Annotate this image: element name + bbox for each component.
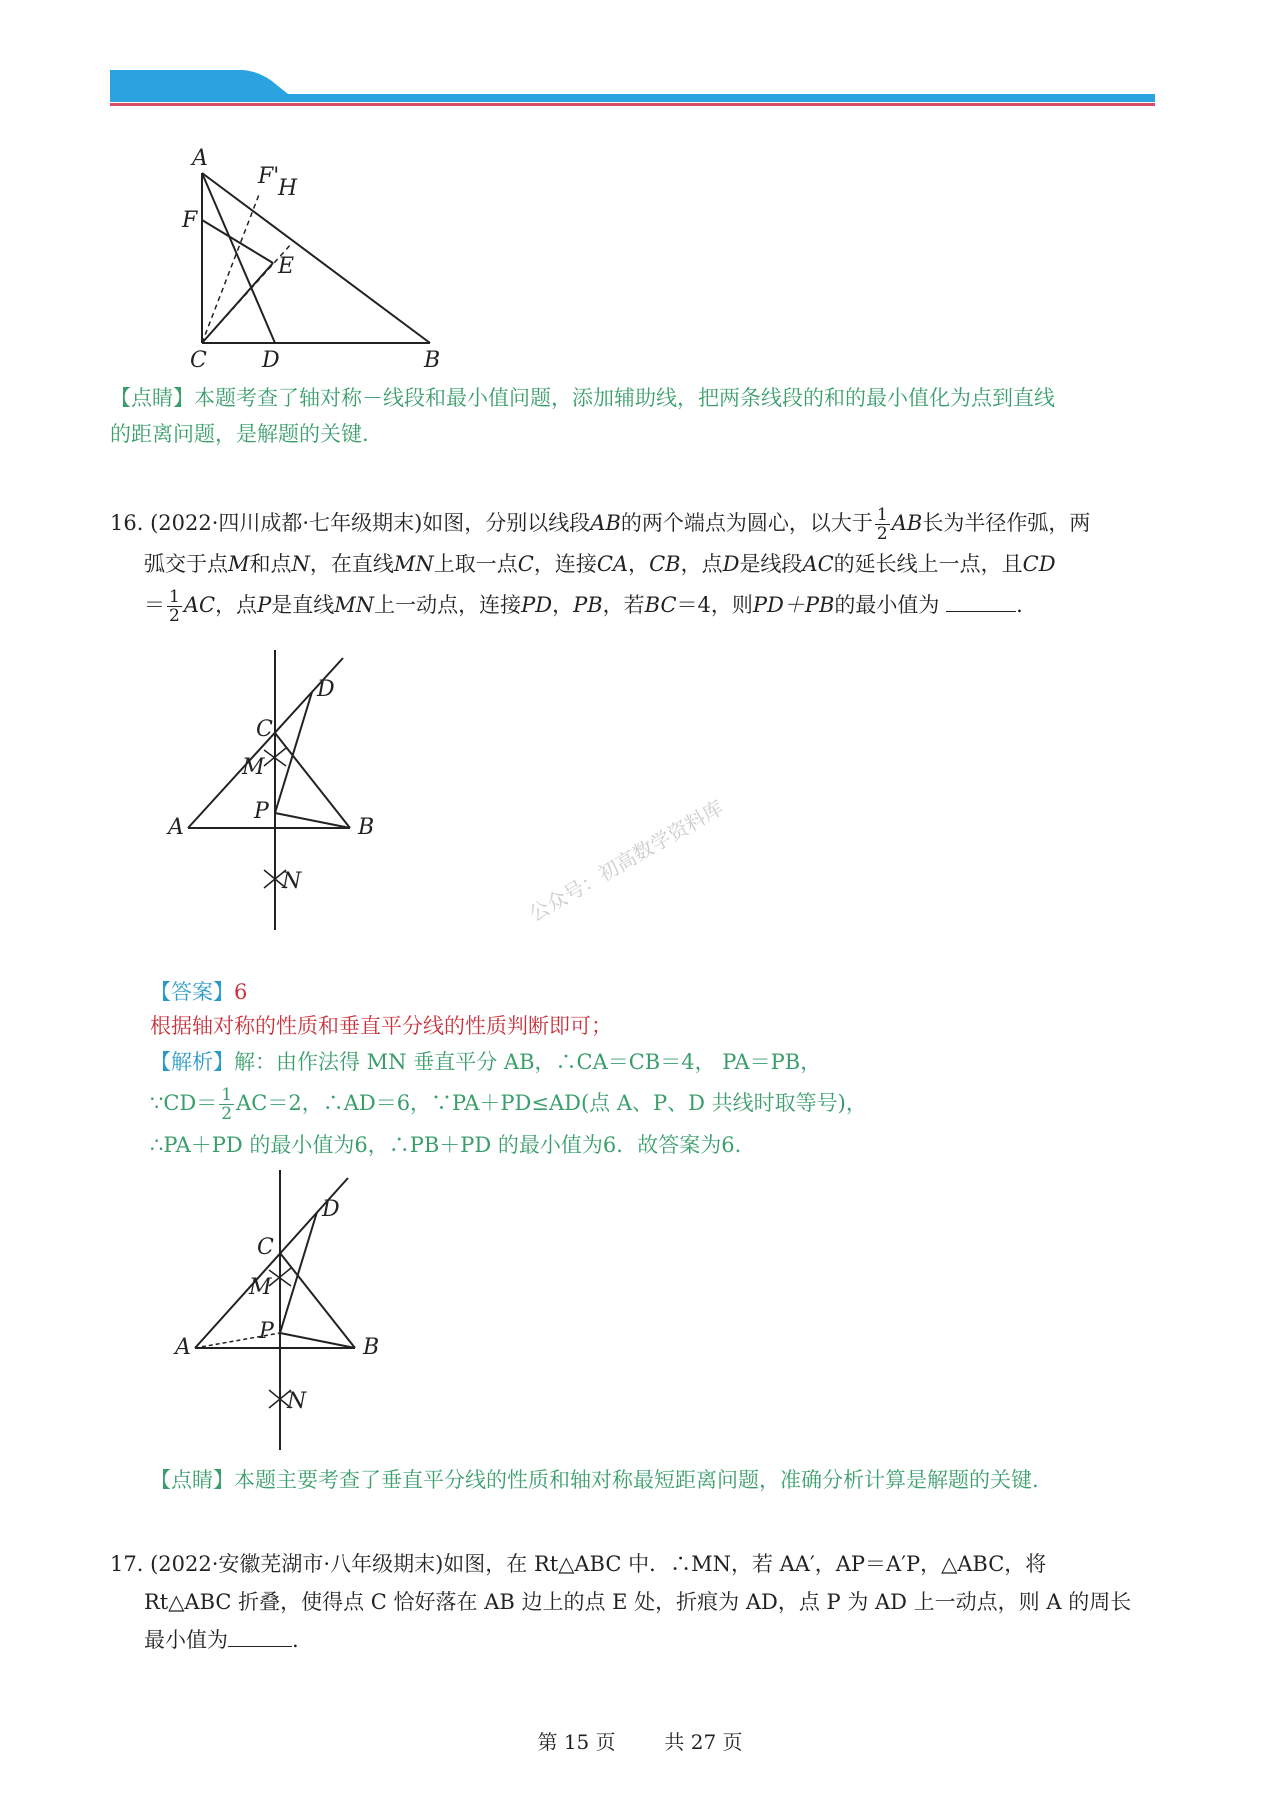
frac-num: 1: [221, 1085, 233, 1105]
dianjing-tag: 【点睛】: [110, 386, 194, 410]
label-H: H: [278, 176, 298, 201]
q16-var: CD: [1022, 552, 1056, 576]
label-B: B: [363, 1335, 380, 1360]
page-total: 共 27 页: [664, 1730, 743, 1754]
label-C: C: [257, 1235, 274, 1260]
frac-den: 2: [169, 606, 180, 626]
q16-var: AC: [183, 593, 216, 617]
q16-text: ，若: [602, 593, 645, 617]
label-B: B: [358, 815, 375, 840]
q16-var: PD: [521, 593, 553, 617]
question-17: [110, 1545, 1131, 1659]
dianjing-2: [150, 1462, 1039, 1498]
q16-var: D: [722, 552, 740, 576]
figure-q16: [160, 648, 390, 938]
frac-num: 1: [169, 587, 180, 607]
q16-var: P: [257, 593, 272, 617]
q16-var: CB: [649, 552, 681, 576]
q16-var: N: [291, 552, 310, 576]
q16-var: C: [517, 552, 534, 576]
q16-source: (2022·四川成都·七年级期末): [150, 511, 423, 535]
q16-text: 是直线: [271, 593, 335, 617]
q16-text: 的两个端点为圆心，以大于: [620, 511, 873, 535]
jiexi-line-1: 解：由作法得 MN 垂直平分 AB，∴CA＝CB＝4， PA＝PB，: [234, 1050, 822, 1074]
q16-text: ，在直线: [309, 552, 394, 576]
q17-line-1: 如图，在 Rt△ABC 中．∴MN，若 AA′，AP＝A′P，△ABC，将: [443, 1552, 1047, 1576]
label-B: B: [424, 348, 441, 373]
q17-line-3: 最小值为: [144, 1628, 228, 1652]
q16-text: ，连接: [533, 552, 597, 576]
q16-text: 长为半径作弧，两: [922, 511, 1091, 535]
answer-blank: [228, 1626, 292, 1647]
jiexi-tag: 【解析】: [150, 1050, 234, 1074]
q17-source: (2022·安徽芜湖市·八年级期末): [150, 1552, 444, 1576]
q16-text: 的最小值为: [834, 593, 940, 617]
label-A: A: [192, 146, 208, 171]
fraction-half: [875, 506, 890, 543]
q16-text: ，: [552, 593, 574, 617]
q16-text: .: [1016, 593, 1023, 617]
q16-var: PD＋PB: [752, 593, 835, 617]
q16-text: 是线段: [739, 552, 803, 576]
q16-var: MN: [334, 593, 375, 617]
label-C: C: [190, 348, 207, 373]
q16-var: BC: [644, 593, 677, 617]
label-D: D: [262, 348, 280, 373]
answer-hint: 根据轴对称的性质和垂直平分线的性质判断即可；: [150, 1014, 612, 1038]
fraction-half: [219, 1086, 234, 1123]
jiexi-line-3: ∴PA＋PD 的最小值为6，∴PB＋PD 的最小值为6．故答案为6.: [150, 1133, 742, 1157]
question-16: [110, 502, 1170, 626]
jiexi-line-2a: ∵CD＝: [150, 1091, 218, 1115]
q16-number: 16.: [110, 511, 144, 535]
q16-text: 弧交于点: [144, 552, 228, 576]
label-D: D: [317, 677, 335, 702]
q16-var: AC: [802, 552, 834, 576]
frac-den: 2: [876, 524, 888, 544]
footer: [0, 1726, 1280, 1755]
q16-var: PB: [573, 593, 603, 617]
q16-text: 的延长线上一点，且: [833, 552, 1023, 576]
q16-var: AB: [891, 511, 923, 535]
dianjing-line-1: 本题考查了轴对称－线段和最小值问题，添加辅助线，把两条线段的和的最小值化为点到直线: [194, 386, 1055, 410]
q16-text: ，点: [680, 552, 723, 576]
frac-den: 2: [221, 1104, 233, 1124]
header-band: [110, 68, 1160, 108]
dianjing-1: [110, 380, 1055, 452]
q16-text: ，: [628, 552, 650, 576]
fraction-half: [167, 588, 182, 625]
q16-var: MN: [393, 552, 434, 576]
figure-q16-solution: [165, 1168, 395, 1458]
dianjing-tag: 【点睛】: [150, 1468, 234, 1492]
label-P: P: [259, 1319, 274, 1344]
label-C: C: [256, 717, 273, 742]
q16-text: ，点: [215, 593, 258, 617]
answer-section: [150, 975, 867, 1165]
label-A: A: [168, 815, 184, 840]
label-E: E: [278, 254, 295, 279]
header-decoration: [110, 68, 1160, 108]
label-F-prime: F': [258, 164, 280, 189]
jiexi-line-2b: AC＝2，∴AD＝6，∵PA＋PD≤AD(点 A、P、D 共线时取等号)，: [236, 1091, 867, 1115]
label-P: P: [254, 799, 269, 824]
dianjing-line-2: 的距离问题，是解题的关键.: [110, 422, 369, 446]
label-D: D: [322, 1197, 340, 1222]
figure-q15: [180, 145, 470, 375]
frac-num: 1: [876, 505, 888, 525]
q16-text: ＝: [144, 593, 165, 617]
q16-text: 如图，分别以线段: [422, 511, 591, 535]
q16-var: M: [228, 552, 250, 576]
label-M: M: [249, 1275, 272, 1300]
q17-number: 17.: [110, 1552, 144, 1576]
q16-text: 和点: [249, 552, 292, 576]
answer-value: 6: [234, 980, 248, 1004]
page-number: 第 15 页: [537, 1730, 616, 1754]
label-M: M: [242, 755, 265, 780]
label-N: N: [282, 869, 302, 894]
answer-tag: 【答案】: [150, 980, 234, 1004]
q17-text: .: [292, 1628, 299, 1652]
q16-text: 上一动点，连接: [374, 593, 522, 617]
label-A: A: [175, 1335, 191, 1360]
label-N: N: [287, 1389, 307, 1414]
q16-text: ＝4，则: [676, 593, 753, 617]
q16-text: 上取一点: [433, 552, 518, 576]
watermark: 公众号：初高数学资料库: [524, 795, 728, 927]
q16-var: CA: [596, 552, 629, 576]
dianjing-text: 本题主要考查了垂直平分线的性质和轴对称最短距离问题，准确分析计算是解题的关键.: [234, 1468, 1039, 1492]
q16-var: AB: [590, 511, 621, 535]
label-F: F: [182, 208, 198, 233]
q17-line-2: Rt△ABC 折叠，使得点 C 恰好落在 AB 边上的点 E 处，折痕为 AD，点 P 为 AD 上一动点，则 A 的周长: [144, 1590, 1132, 1614]
answer-blank: [946, 591, 1016, 612]
